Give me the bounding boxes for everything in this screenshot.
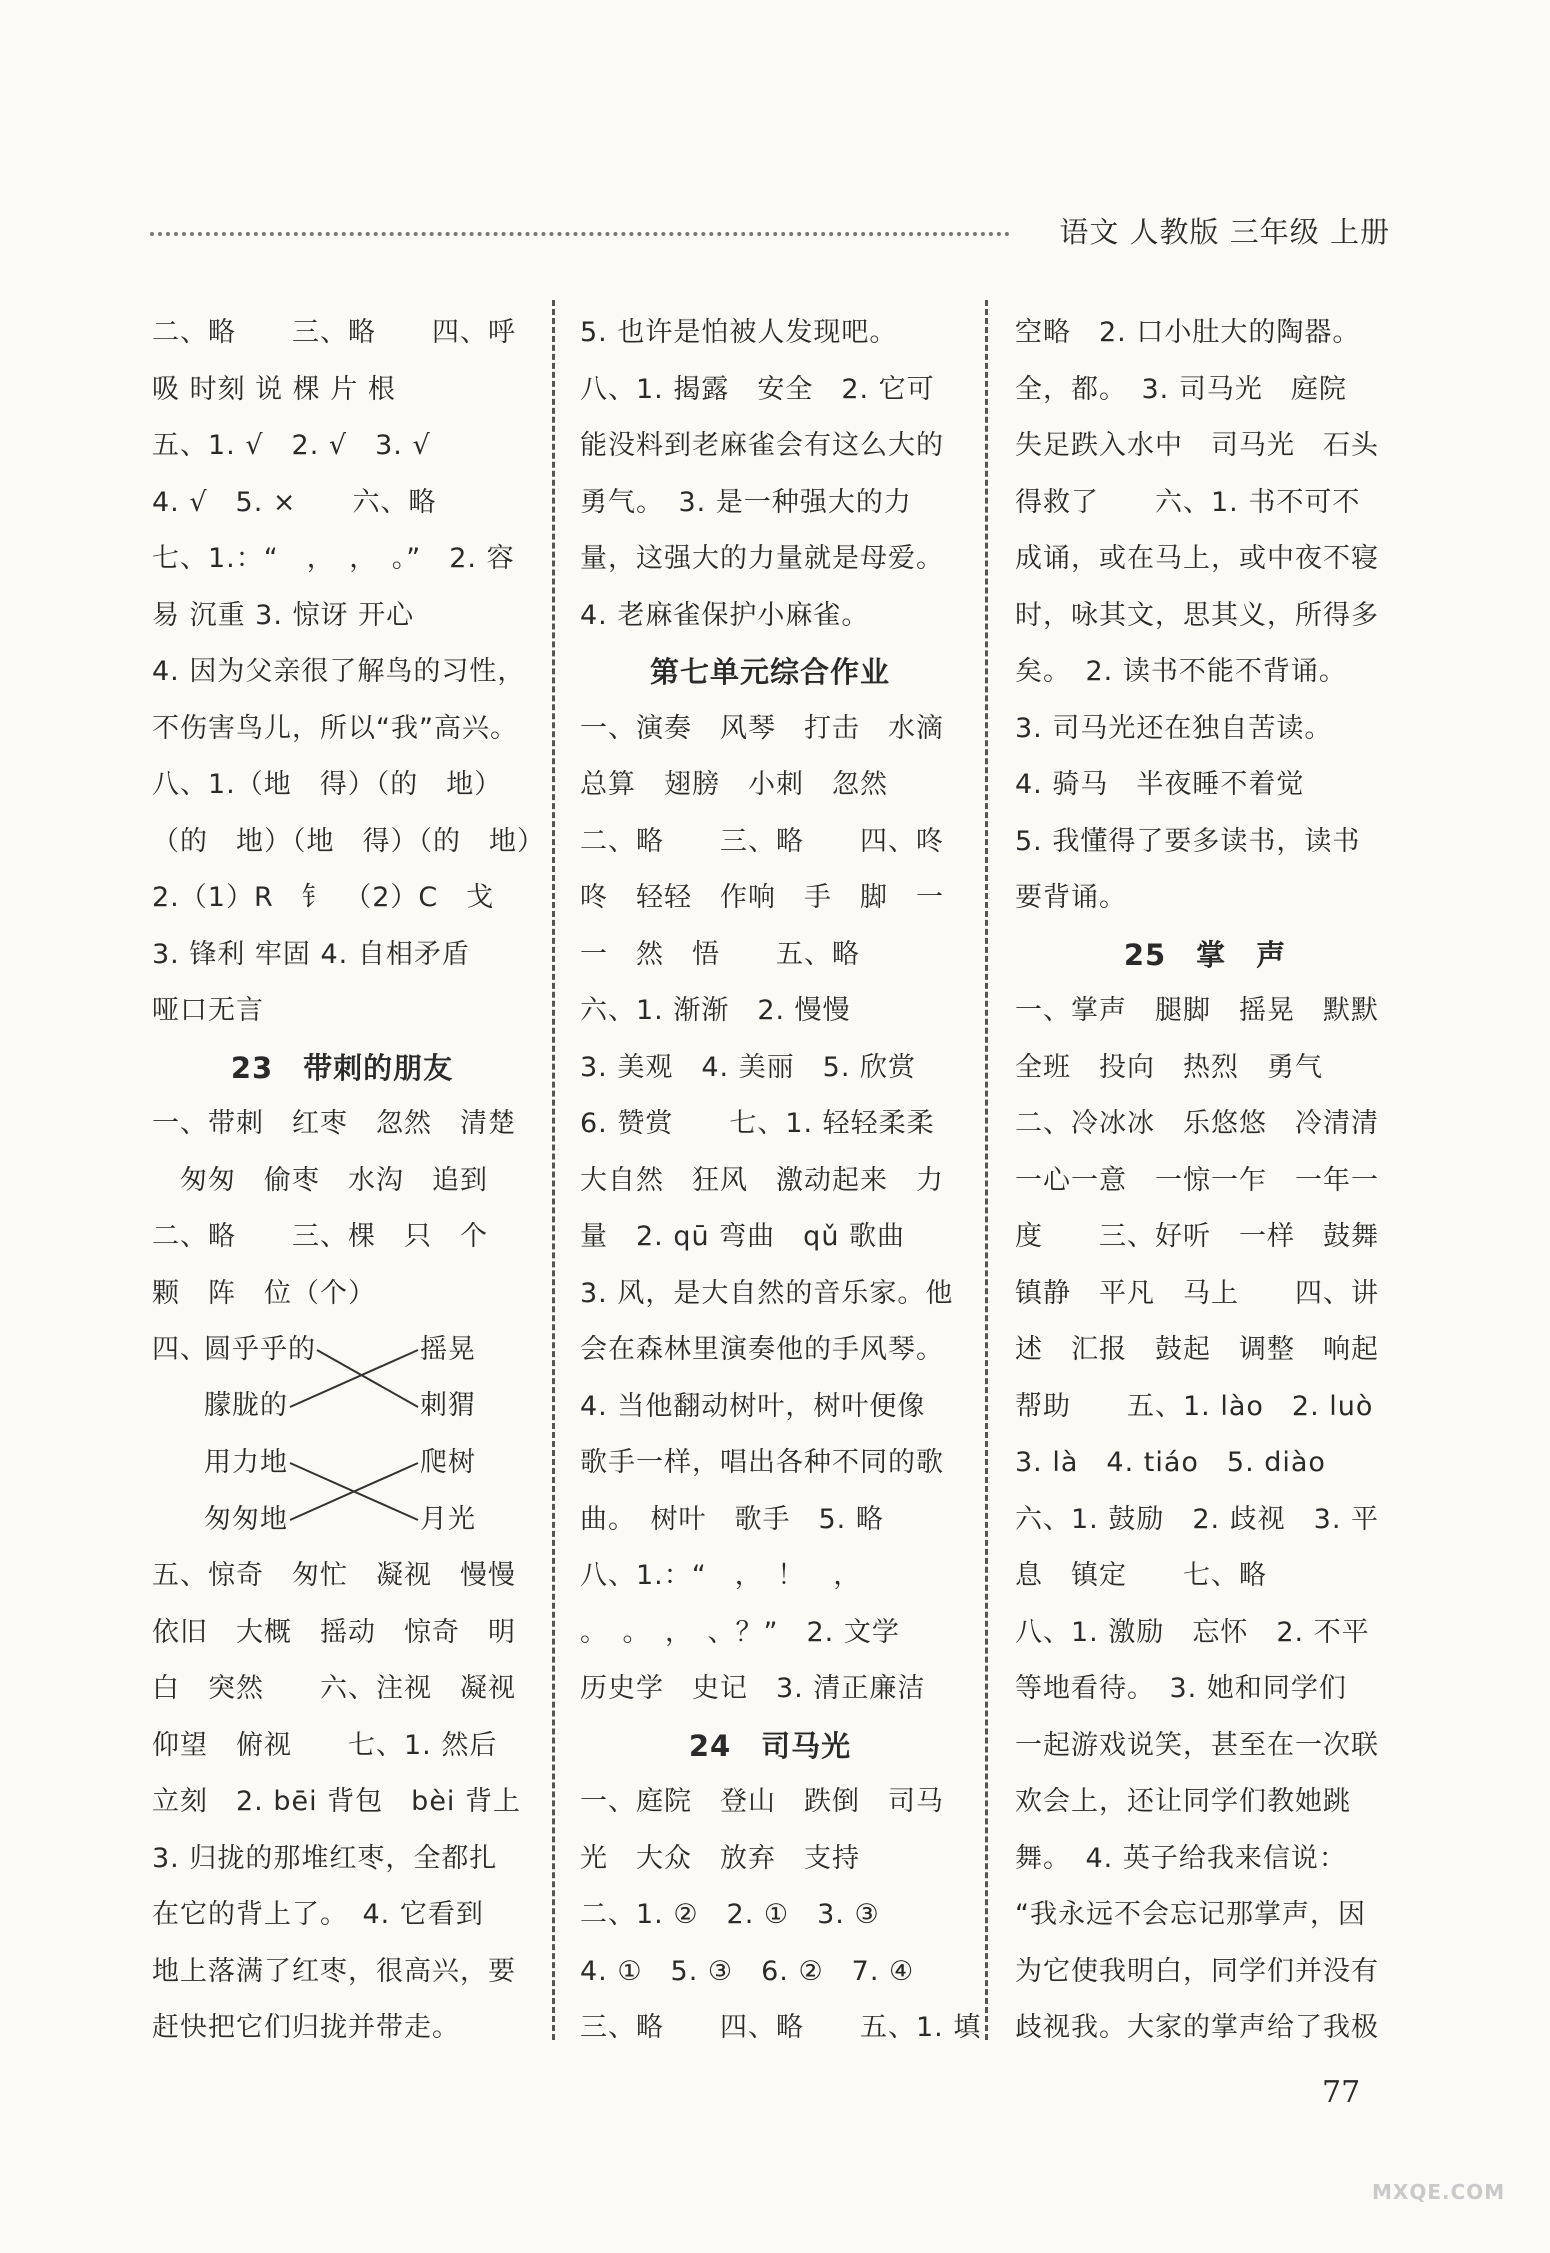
lesson-heading-25: 25 掌 声 bbox=[1123, 937, 1287, 972]
answer-line: 依旧 大概 摇动 惊奇 明 bbox=[152, 1616, 516, 1648]
answer-line: 六、1. 渐渐 2. 慢慢 bbox=[580, 995, 851, 1026]
answer-line: 勇气。 3. 是一种强大的力 bbox=[580, 486, 912, 518]
answer-line: 仰望 俯视 七、1. 然后 bbox=[152, 1729, 498, 1761]
match-right-2: 刺猬 bbox=[420, 1390, 476, 1421]
answer-line: 3. là 4. tiáo 5. diào bbox=[1015, 1447, 1326, 1478]
column-2 bbox=[580, 305, 982, 2057]
page-number: 77 bbox=[1322, 2075, 1361, 2110]
answer-line: 总算 翅膀 小刺 忽然 bbox=[580, 769, 888, 800]
answer-line: 等地看待。 3. 她和同学们 bbox=[1015, 1673, 1347, 1704]
answer-line: 匆匆 偷枣 水沟 追到 bbox=[152, 1164, 488, 1196]
col1-block-c bbox=[152, 1548, 532, 2057]
answer-line: 一心一意 一惊一乍 一年一 bbox=[1015, 1164, 1379, 1196]
answer-line: 咚 轻轻 作响 手 脚 一 bbox=[580, 882, 944, 913]
answer-line: 会在森林里演奏他的手风琴。 bbox=[580, 1334, 944, 1365]
answer-line: 一、演奏 风琴 打击 水滴 bbox=[580, 712, 944, 744]
answer-line: 能没料到老麻雀会有这么大的 bbox=[580, 430, 944, 461]
match-right-1: 摇晃 bbox=[420, 1334, 476, 1365]
answer-line: 吸 时刻 说 棵 片 根 bbox=[152, 373, 396, 405]
answer-line: 颗 阵 位（个） bbox=[152, 1277, 376, 1309]
lesson-heading-23: 23 带刺的朋友 bbox=[230, 1050, 454, 1085]
header-title: 语文 人教版 三年级 上册 bbox=[1059, 215, 1390, 249]
column-divider-2 bbox=[985, 300, 988, 2040]
answer-line: 6. 赞赏 七、1. 轻轻柔柔 bbox=[580, 1108, 935, 1139]
match-prefix: 四、 bbox=[152, 1334, 208, 1365]
column-1 bbox=[152, 305, 545, 2057]
answer-line: 一、庭院 登山 跌倒 司马 bbox=[580, 1786, 944, 1817]
lesson-heading-24: 24 司马光 bbox=[688, 1728, 852, 1763]
answer-line: 息 镇定 七、略 bbox=[1015, 1560, 1267, 1591]
answer-line: 量 2. qū 弯曲 qǔ 歌曲 bbox=[580, 1221, 906, 1252]
answer-line: 歧视我。大家的掌声给了我极 bbox=[1015, 2012, 1379, 2043]
match-left-3: 用力地 bbox=[204, 1447, 288, 1478]
answer-line: 二、冷冰冰 乐悠悠 冷清清 bbox=[1015, 1108, 1379, 1139]
answer-line: 4. 老麻雀保护小麻雀。 bbox=[580, 599, 870, 631]
answer-line: 一、带刺 红枣 忽然 清楚 bbox=[152, 1108, 516, 1139]
column-3 bbox=[1015, 305, 1395, 2057]
answer-line: 历史学 史记 3. 清正廉洁 bbox=[580, 1673, 926, 1704]
answer-line: 3. 司马光还在独自苦读。 bbox=[1015, 712, 1333, 744]
header-dotted-rule bbox=[150, 232, 1010, 236]
answer-line: 地上落满了红枣，很高兴，要 bbox=[152, 1955, 516, 1987]
answer-line: 矣。 2. 读书不能不背诵。 bbox=[1015, 656, 1347, 687]
answer-line: 曲。 树叶 歌手 5. 略 bbox=[580, 1503, 884, 1535]
answer-line: 成诵，或在马上，或中夜不寝 bbox=[1015, 543, 1379, 574]
answer-line: 六、1. 鼓励 2. 歧视 3. 平 bbox=[1015, 1503, 1380, 1535]
answer-line: “我永远不会忘记那掌声，因 bbox=[1015, 1899, 1366, 1930]
col2-block-a bbox=[580, 305, 960, 644]
answer-line: 不伤害鸟儿，所以“我”高兴。 bbox=[152, 712, 518, 744]
answer-line: 要背诵。 bbox=[1015, 882, 1127, 913]
answer-line: 为它使我明白，同学们并没有 bbox=[1015, 1955, 1379, 1987]
answer-line: 帮助 五、1. lào 2. luò bbox=[1015, 1390, 1374, 1422]
answer-line: 4. 当他翻动树叶，树叶便像 bbox=[580, 1390, 926, 1422]
match-line-2 bbox=[290, 1350, 418, 1407]
answer-line: 八、1.：“ ， ！ ， bbox=[580, 1560, 862, 1591]
answer-line: 5. 也许是怕被人发现吧。 bbox=[580, 317, 898, 348]
answer-line: 4. 骑马 半夜睡不着觉 bbox=[1015, 769, 1305, 800]
answer-line: 一、掌声 腿脚 摇晃 默默 bbox=[1015, 995, 1379, 1026]
matching-exercise bbox=[152, 1322, 532, 1548]
answer-line: 度 三、好听 一样 鼓舞 bbox=[1015, 1221, 1379, 1252]
answer-line: 二、略 三、略 四、咚 bbox=[580, 825, 944, 857]
watermark: MXQE.COM bbox=[1372, 2180, 1506, 2204]
answer-line: 3. 风，是大自然的音乐家。他 bbox=[580, 1277, 954, 1309]
answer-line: 舞。 4. 英子给我来信说： bbox=[1015, 1842, 1347, 1874]
col1-block-a bbox=[152, 305, 545, 1040]
answer-line: 八、1. 揭露 安全 2. 它可 bbox=[580, 373, 935, 405]
answer-line: 3. 美观 4. 美丽 5. 欣赏 bbox=[580, 1051, 917, 1083]
answer-line: 。 。 ， 、？” 2. 文学 bbox=[580, 1616, 900, 1648]
col2-block-b bbox=[580, 701, 960, 1718]
match-right-3: 爬树 bbox=[420, 1447, 476, 1478]
column-divider-1 bbox=[552, 300, 555, 2040]
answer-line: 白 突然 六、注视 凝视 bbox=[152, 1673, 516, 1704]
answer-line: 歌手一样，唱出各种不同的歌 bbox=[580, 1447, 944, 1478]
col3-block-b bbox=[1015, 983, 1395, 2057]
answer-line: 时，咏其文，思其义，所得多 bbox=[1015, 599, 1379, 631]
answer-line: 全班 投向 热烈 勇气 bbox=[1015, 1051, 1323, 1083]
answer-line: 4. 因为父亲很了解鸟的习性， bbox=[152, 656, 526, 687]
unit-7-heading: 第七单元综合作业 bbox=[649, 655, 890, 689]
answer-line: 镇静 平凡 马上 四、讲 bbox=[1015, 1277, 1379, 1309]
answer-line: 在它的背上了。 4. 它看到 bbox=[152, 1899, 484, 1930]
answer-line: 得救了 六、1. 书不可不 bbox=[1015, 486, 1361, 518]
match-right-4: 月光 bbox=[420, 1504, 476, 1535]
page-header bbox=[150, 210, 1390, 250]
col2-block-c bbox=[580, 1774, 982, 2057]
answer-line: 二、略 三、棵 只 个 bbox=[152, 1221, 488, 1252]
match-lines bbox=[152, 1322, 532, 1548]
answer-line: （的 地）（地 得）（的 地） bbox=[152, 825, 545, 857]
answer-line: 哑口无言 bbox=[152, 995, 264, 1026]
col1-block-b bbox=[152, 1096, 532, 1322]
answer-line: 五、惊奇 匆忙 凝视 慢慢 bbox=[152, 1560, 516, 1591]
answer-line: 光 大众 放弃 支持 bbox=[580, 1842, 860, 1874]
answer-line: 失足跌入水中 司马光 石头 bbox=[1015, 430, 1379, 461]
answer-line: 二、1. ② 2. ① 3. ③ bbox=[580, 1899, 880, 1930]
answer-line: 3. 锋利 牢固 4. 自相矛盾 bbox=[152, 938, 470, 970]
col3-block-a bbox=[1015, 305, 1395, 927]
answer-line: 空略 2. 口小肚大的陶器。 bbox=[1015, 317, 1361, 348]
answer-line: 立刻 2. bēi 背包 bèi 背上 bbox=[152, 1786, 522, 1817]
answer-line: 2.（1）R 钅 （2）C 戈 bbox=[152, 882, 495, 913]
match-left-2: 朦胧的 bbox=[204, 1390, 288, 1421]
answer-line: 易 沉重 3. 惊讶 开心 bbox=[152, 599, 415, 631]
answer-line: 4. √ 5. × 六、略 bbox=[152, 486, 437, 518]
match-line-1 bbox=[317, 1350, 418, 1407]
answer-line: 五、1. √ 2. √ 3. √ bbox=[152, 430, 431, 461]
answer-line: 八、1. 激励 忘怀 2. 不平 bbox=[1015, 1616, 1370, 1648]
answer-line: 量，这强大的力量就是母爱。 bbox=[580, 543, 944, 574]
answer-line: 4. ① 5. ③ 6. ② 7. ④ bbox=[580, 1955, 915, 1987]
answer-line: 赶快把它们归拢并带走。 bbox=[152, 2012, 460, 2043]
answer-line: 八、1.（地 得）（的 地） bbox=[152, 769, 503, 800]
match-left-1: 圆乎乎的 bbox=[204, 1334, 316, 1365]
answer-line: 述 汇报 鼓起 调整 响起 bbox=[1015, 1334, 1379, 1365]
answer-line: 欢会上，还让同学们教她跳 bbox=[1015, 1786, 1351, 1817]
answer-line: 全，都。 3. 司马光 庭院 bbox=[1015, 373, 1347, 405]
answer-line: 二、略 三、略 四、呼 bbox=[152, 317, 516, 348]
answer-line: 一起游戏说笑，甚至在一次联 bbox=[1015, 1729, 1379, 1761]
answer-line: 5. 我懂得了要多读书，读书 bbox=[1015, 825, 1361, 857]
answer-line: 3. 归拢的那堆红枣，全都扎 bbox=[152, 1842, 498, 1874]
match-left-4: 匆匆地 bbox=[204, 1504, 288, 1535]
answer-line: 七、1.：“ ， ， 。” 2. 容 bbox=[152, 543, 515, 574]
answer-line: 大自然 狂风 激动起来 力 bbox=[580, 1164, 944, 1196]
answer-line: 三、略 四、略 五、1. 填 bbox=[580, 2012, 982, 2043]
answer-line: 一 然 悟 五、略 bbox=[580, 938, 860, 970]
